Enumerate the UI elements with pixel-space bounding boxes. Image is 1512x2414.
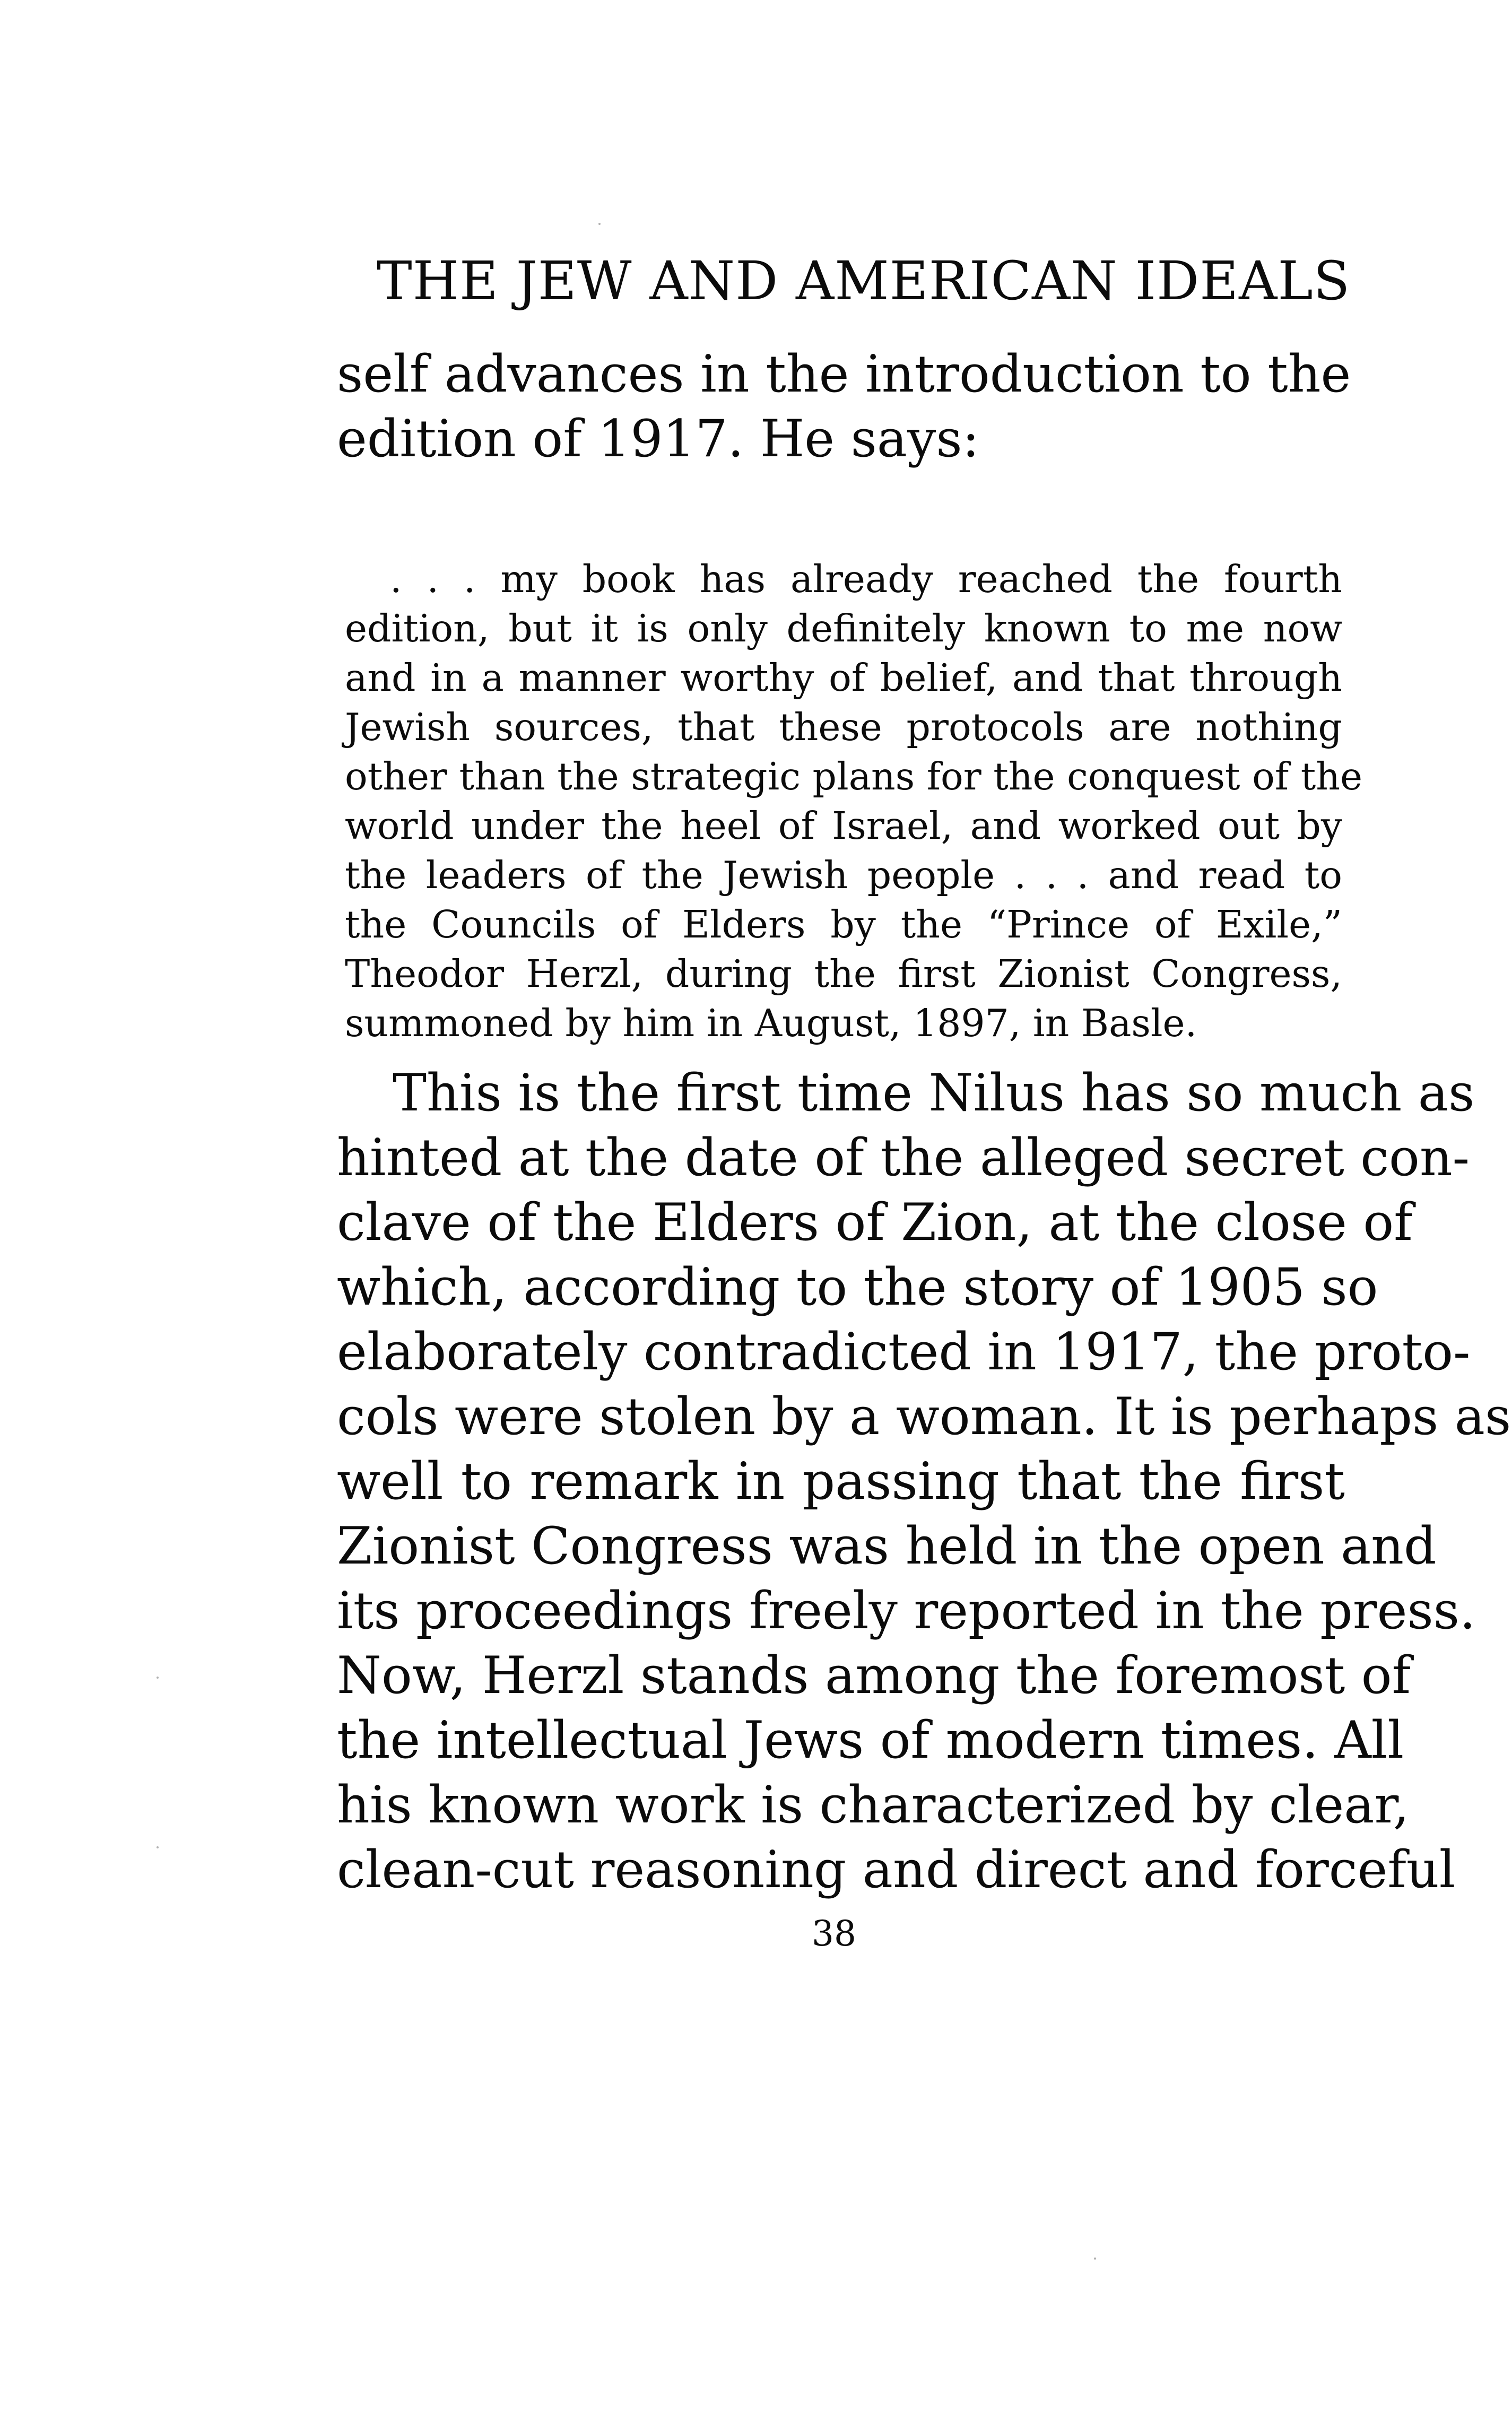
quote-line: the Councils of Elders by the “Prince of Exile,” — [345, 902, 1342, 947]
paragraph-line: clean-cut reasoning and direct and forceful — [337, 1840, 1456, 1899]
paragraph-line: cols were stolen by a woman. It is perhaps as — [337, 1387, 1511, 1446]
paragraph-line: hinted at the date of the alleged secret con- — [337, 1128, 1470, 1187]
quote-line: Theodor Herzl, during the first Zionist Congress, — [345, 952, 1342, 996]
paragraph-line: his known work is characterized by clear, — [337, 1775, 1410, 1835]
paragraph-line: Now, Herzl stands among the foremost of — [337, 1646, 1411, 1705]
scan-speck — [598, 223, 601, 225]
paragraph-line: its proceedings freely reported in the press. — [337, 1581, 1476, 1640]
quote-line: and in a manner worthy of belief, and that through — [345, 656, 1342, 700]
quote-line: Jewish sources, that these protocols are nothing — [345, 705, 1342, 749]
intro-line: edition of 1917. He says: — [337, 409, 979, 468]
paragraph-line: Zionist Congress was held in the open and — [337, 1516, 1437, 1576]
scan-speck — [157, 1677, 159, 1679]
paragraph-line: This is the first time Nilus has so much as — [393, 1063, 1475, 1123]
intro-line: self advances in the introduction to the — [337, 344, 1351, 404]
paragraph-line: which, according to the story of 1905 so — [337, 1257, 1378, 1317]
paragraph-line: clave of the Elders of Zion, at the close of — [337, 1193, 1413, 1252]
quote-line: the leaders of the Jewish people . . . and read to — [345, 853, 1342, 897]
quote-line: . . . my book has already reached the fourth — [390, 557, 1342, 601]
quote-line: other than the strategic plans for the conquest of the — [345, 754, 1362, 798]
paragraph-line: elaborately contradicted in 1917, the proto- — [337, 1322, 1471, 1382]
quote-line: summoned by him in August, 1897, in Basle. — [345, 1001, 1197, 1045]
page-number: 38 — [812, 1913, 856, 1954]
paragraph-line: the intellectual Jews of modern times. All — [337, 1710, 1404, 1770]
quote-line: world under the heel of Israel, and worked out by — [345, 804, 1342, 848]
paragraph-line: well to remark in passing that the first — [337, 1452, 1345, 1511]
scan-speck — [157, 1846, 159, 1848]
quote-line: edition, but it is only definitely known to me now — [345, 606, 1342, 650]
scan-speck — [1094, 2257, 1096, 2260]
running-head: THE JEW AND AMERICAN IDEALS — [377, 250, 1351, 312]
